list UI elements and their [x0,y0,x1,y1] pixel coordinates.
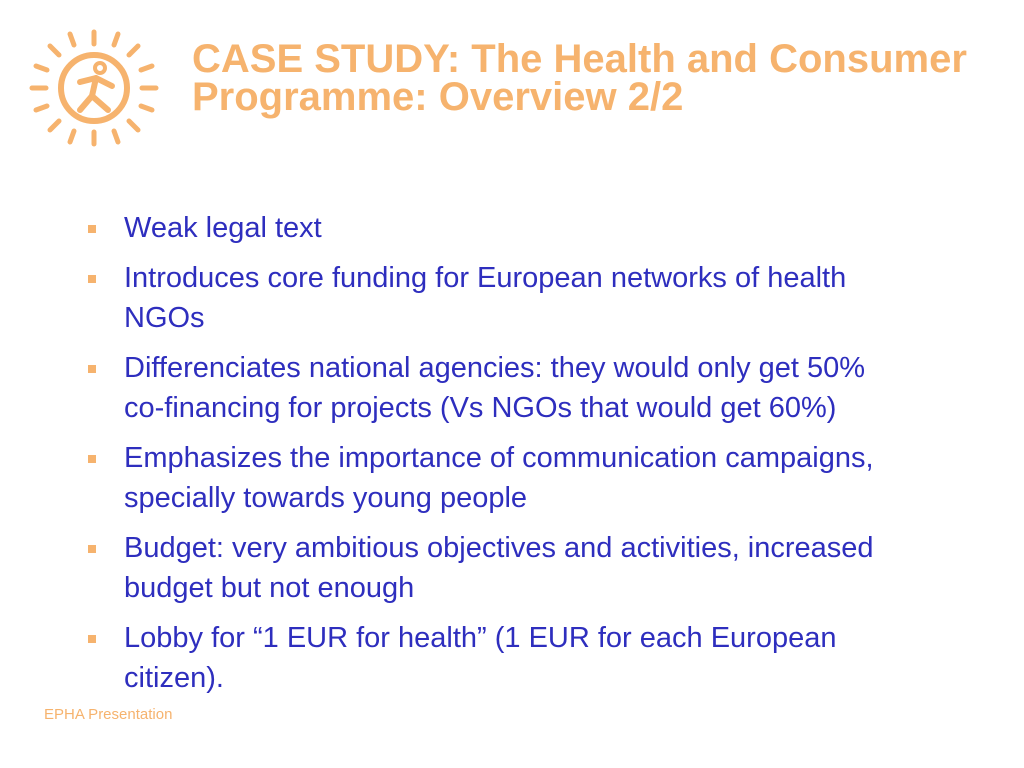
slide-title: CASE STUDY: The Health and Consumer Programme: Overview 2/2 [192,37,967,119]
bullet-item [84,258,884,338]
square-bullet-icon [88,545,96,553]
bullet-item [84,528,884,608]
bullet-item [84,348,884,428]
bullet-text: Introduces core funding for European networks of health NGOs [124,262,847,334]
square-bullet-icon [88,275,96,283]
bullet-text: Budget: very ambitious objectives and activities, increased budget but not enough [124,532,874,604]
bullet-text: Weak legal text [124,212,322,244]
bullet-text: Differenciates national agencies: they would only get 50% co-financing for projects (Vs NGOs that would get 60%) [124,352,866,424]
square-bullet-icon [88,635,96,643]
bullet-text: Lobby for “1 EUR for health” (1 EUR for each European citizen). [124,622,837,694]
sun-figure-logo-icon [28,26,160,150]
square-bullet-icon [88,455,96,463]
bullet-item [84,618,884,698]
square-bullet-icon [88,365,96,373]
bullet-text: Emphasizes the importance of communication campaigns, specially towards young people [124,442,874,514]
bullet-item [84,208,884,248]
bullet-list [84,208,884,708]
footer-text: EPHA Presentation [44,706,173,723]
bullet-item [84,438,884,518]
square-bullet-icon [88,225,96,233]
